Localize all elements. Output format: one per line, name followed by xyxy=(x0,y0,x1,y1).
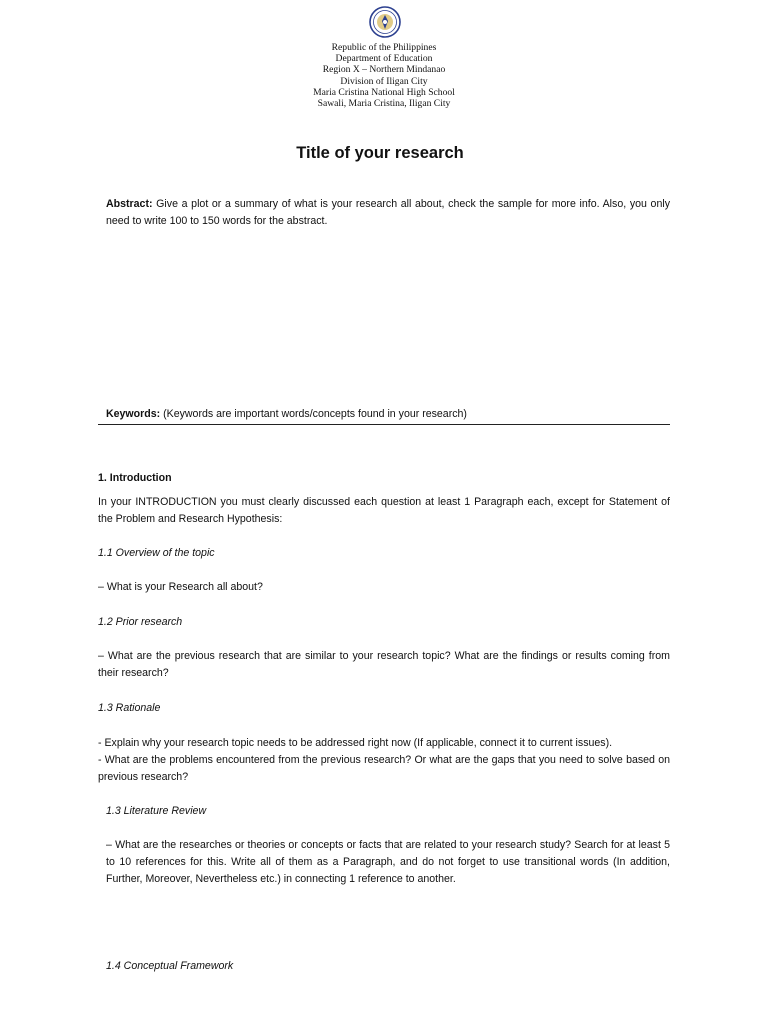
keywords-label: Keywords: xyxy=(106,408,161,420)
deped-seal-icon xyxy=(369,6,401,38)
letterhead-line: Division of Iligan City xyxy=(340,75,428,87)
rationale-text-b: - What are the problems encountered from the previous research? Or what are the gaps that you need to solve based on previous research? xyxy=(98,754,670,784)
keywords-text: (Keywords are important words/concepts found in your research) xyxy=(160,408,467,420)
letterhead-line: Maria Cristina National High School xyxy=(313,86,455,98)
rationale-text-a: - Explain why your research topic needs to be addressed right now (If applicable, connect it to current issues). xyxy=(98,737,613,749)
section-divider xyxy=(98,424,670,425)
abstract-paragraph xyxy=(106,196,670,230)
abstract-text: Give a plot or a summary of what is your research all about, check the sample for more info. Also, you only need to write 100 to 150 words for the abstract. xyxy=(106,198,670,228)
letterhead-line: Sawali, Maria Cristina, Iligan City xyxy=(317,98,451,110)
literature-review-text: – What are the researches or theories or concepts or facts that are related to your research study? Search for at least 5 to 10 references for this. Write all of them as a Paragraph, and do not forget to use transitional words (In addition, Further, Moreover, Nevertheless etc.) in connecting 1 reference to another. xyxy=(106,839,670,886)
overview-heading: 1.1 Overview of the topic xyxy=(98,547,215,559)
introduction-text: In your INTRODUCTION you must clearly discussed each question at least 1 Paragraph each, except for Statement of the Problem and Research Hypothesis: xyxy=(98,496,670,526)
abstract-label: Abstract: xyxy=(106,198,153,210)
prior-research-text: – What are the previous research that are similar to your research topic? What are the findings or results coming from their research? xyxy=(98,650,670,680)
letterhead-line: Department of Education xyxy=(335,53,433,65)
introduction-heading-text: 1. Introduction xyxy=(98,472,172,484)
rationale-heading: 1.3 Rationale xyxy=(98,702,161,714)
letterhead-line: Region X – Northern Mindanao xyxy=(322,64,446,76)
literature-review-heading: 1.3 Literature Review xyxy=(106,805,207,817)
letterhead-line: Republic of the Philippines xyxy=(331,42,437,53)
overview-text: – What is your Research all about? xyxy=(98,581,263,593)
introduction-heading xyxy=(98,470,670,487)
page-title: Title of your research xyxy=(296,144,464,162)
prior-research-heading: 1.2 Prior research xyxy=(98,616,183,628)
letterhead xyxy=(0,42,768,109)
keywords-paragraph xyxy=(106,406,670,423)
conceptual-framework-heading: 1.4 Conceptual Framework xyxy=(106,960,234,972)
